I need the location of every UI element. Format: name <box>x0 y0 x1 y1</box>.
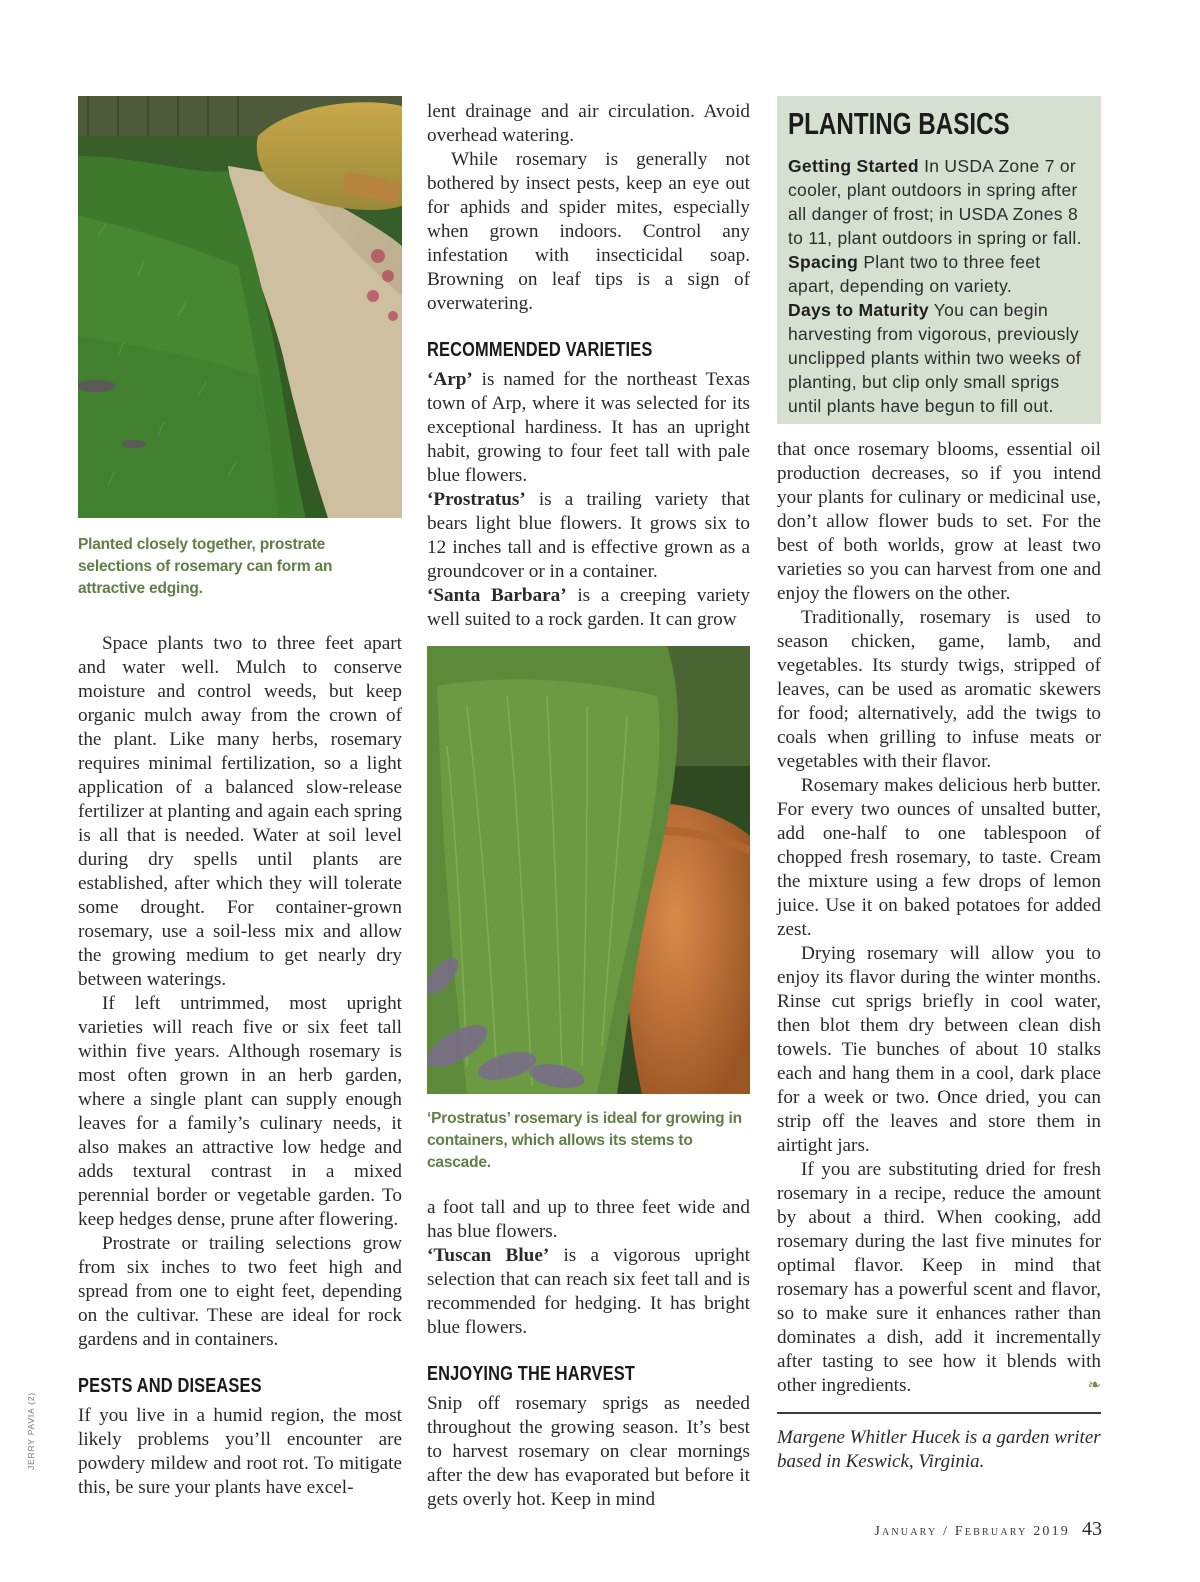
variety-text: is a creeping variety well suited to a rock garden. It can grow <box>427 585 751 630</box>
page-footer <box>874 1518 1102 1541</box>
paragraph: Snip off rosemary sprigs as needed throughout the growing season. It’s best to harvest rosemary on clear mornings after the dew has evaporated but before it gets overly hot. Keep in mind <box>427 1393 750 1510</box>
sidebar-text: You can begin harvesting from vigorous, previously unclipped plants within two weeks of planting, but clip only small sprigs until plants have begun to fill out. <box>788 300 1081 416</box>
paragraph: Prostrate or trailing selections grow from six inches to two feet high and spread from one to eight feet, depending on the cultivar. These are ideal for rock gardens and in containers. <box>78 1233 402 1350</box>
section-heading-harvest: ENJOYING THE HARVEST <box>427 1363 636 1385</box>
page-number: 43 <box>1082 1518 1102 1540</box>
variety-name: ‘Arp’ <box>427 369 473 390</box>
variety-name: ‘Santa Barbara’ <box>427 585 567 606</box>
section-heading-pests: PESTS AND DISEASES <box>78 1375 262 1397</box>
issue-date: January / February 2019 <box>874 1524 1070 1539</box>
paragraph-final <box>777 1158 1101 1398</box>
variety-santa-barbara <box>427 584 750 632</box>
end-mark-icon: ❧ <box>1087 1377 1101 1394</box>
rosemary-container-photo <box>427 646 750 1094</box>
sidebar-label: Spacing <box>788 252 859 272</box>
paragraph-text: If you are substituting dried for fresh rosemary in a recipe, reduce the amount by about a third. When cooking, add rosemary during the last five minutes for optimal flavor. Keep in mind that rosemary has a powerful scent and flavor, so to make sure it enhances rather than dominates a dish, add it incrementally after tasting to see how it blends with other ingredients. <box>777 1159 1101 1396</box>
paragraph: Rosemary makes delicious herb butter. For every two ounces of unsalted butter, add one-half to one tablespoon of chopped fresh rosemary, to taste. Cream the mixture using a few drops of lemon juice. Use it on baked potatoes for added zest. <box>777 775 1101 940</box>
section-heading-varieties: RECOMMENDED VARIETIES <box>427 339 653 361</box>
sidebar-label: Days to Maturity <box>788 300 929 320</box>
sidebar-planting-basics <box>777 96 1101 424</box>
variety-text: is a trailing variety that bears light blue flowers. It grows six to 12 inches tall and is effective grown as a groundcover or in a container. <box>427 489 750 582</box>
paragraph: Traditionally, rosemary is used to season chicken, game, lamb, and vegetables. Its sturdy twigs, stripped of leaves, can be used as aromatic skewers for food; alternatively, add the twigs to coals when grilling to infuse meats or vegetables with their flavor. <box>777 607 1101 772</box>
variety-text: is named for the northeast Texas town of Arp, where it was selected for its exceptional hardiness. It has an upright habit, growing to four feet tall with pale blue flowers. <box>427 369 750 486</box>
byline-divider <box>777 1412 1101 1414</box>
column-1 <box>78 96 402 1500</box>
photo-caption: Planted closely together, prostrate selections of rosemary can form an attractive edging. <box>78 536 333 597</box>
paragraph: If left untrimmed, most upright varieties will reach five or six feet tall within five years. Although rosemary is most often grown in an herb garden, where a single plant can supply enough leaves for a family’s culinary needs, it also makes an attractive low hedge and adds textural contrast in a mixed perennial border or vegetable garden. To keep hedges dense, prune after flowering. <box>78 993 402 1230</box>
variety-text: is a vigorous upright selection that can reach six feet tall and is recommended for hedging. It has bright blue flowers. <box>427 1245 750 1338</box>
sidebar-label: Getting Started <box>788 156 919 176</box>
sidebar-spacing <box>788 250 1089 298</box>
variety-arp <box>427 368 750 488</box>
paragraph: While rosemary is generally not bothered by insect pests, keep an eye out for aphids and spider mites, especially when grown indoors. Control any infestation with insecticidal soap. Browning on leaf tips is a sign of overwatering. <box>427 149 750 314</box>
paragraph: If you live in a humid region, the most likely problems you’ll encounter are powdery mildew and root rot. To mitigate this, be sure your plants have excel- <box>78 1405 402 1498</box>
paragraph: a foot tall and up to three feet wide and has blue flowers. <box>427 1197 750 1242</box>
column-3 <box>777 96 1101 1474</box>
variety-tuscan-blue <box>427 1244 750 1340</box>
variety-prostratus <box>427 488 750 584</box>
photo-caption: ‘Prostratus’ rosemary is ideal for growing in containers, which allows its stems to cascade. <box>427 1110 742 1171</box>
sidebar-maturity <box>788 298 1089 418</box>
photo-credit: JERRY PAVIA (2) <box>26 1392 36 1470</box>
sidebar-text: In USDA Zone 7 or cooler, plant outdoors in spring after all danger of frost; in USDA Zones 8 to 11, plant outdoors in spring or fall. <box>788 156 1082 248</box>
sidebar-text: Plant two to three feet apart, depending on variety. <box>788 252 1041 296</box>
sidebar-getting-started <box>788 154 1089 250</box>
variety-name: ‘Prostratus’ <box>427 489 526 510</box>
paragraph: Space plants two to three feet apart and water well. Mulch to conserve moisture and control weeds, but keep organic mulch away from the crown of the plant. Like many herbs, rosemary requires minimal fertilization, so a light application of a balanced slow-release fertilizer at planting and again each spring is all that is needed. Water at soil level during dry spells until plants are established, after which they will tolerate some drought. For container-grown rosemary, use a soil-less mix and allow the growing medium to get nearly dry between waterings. <box>78 633 402 990</box>
author-byline: Margene Whitler Hucek is a garden writer based in Keswick, Virginia. <box>777 1427 1101 1472</box>
paragraph: Drying rosemary will allow you to enjoy its flavor during the winter months. Rinse cut sprigs briefly in cool water, then blot them dry between clean dish towels. Tie bunches of about 10 stalks each and hang them in a cool, dark place for a week or two. Once dried, you can strip off the leaves and store them in airtight jars. <box>777 943 1101 1156</box>
variety-name: ‘Tuscan Blue’ <box>427 1245 550 1266</box>
rosemary-edging-photo <box>78 96 402 518</box>
paragraph: lent drainage and air circulation. Avoid overhead watering. <box>427 101 750 146</box>
column-2 <box>427 100 750 1512</box>
paragraph: that once rosemary blooms, essential oil production decreases, so if you intend your plants for culinary or medicinal use, don’t allow flower buds to set. For the best of both worlds, grow at least two varieties so you can harvest from one and enjoy the flowers on the other. <box>777 439 1101 604</box>
sidebar-title: PLANTING BASICS <box>788 106 1010 141</box>
